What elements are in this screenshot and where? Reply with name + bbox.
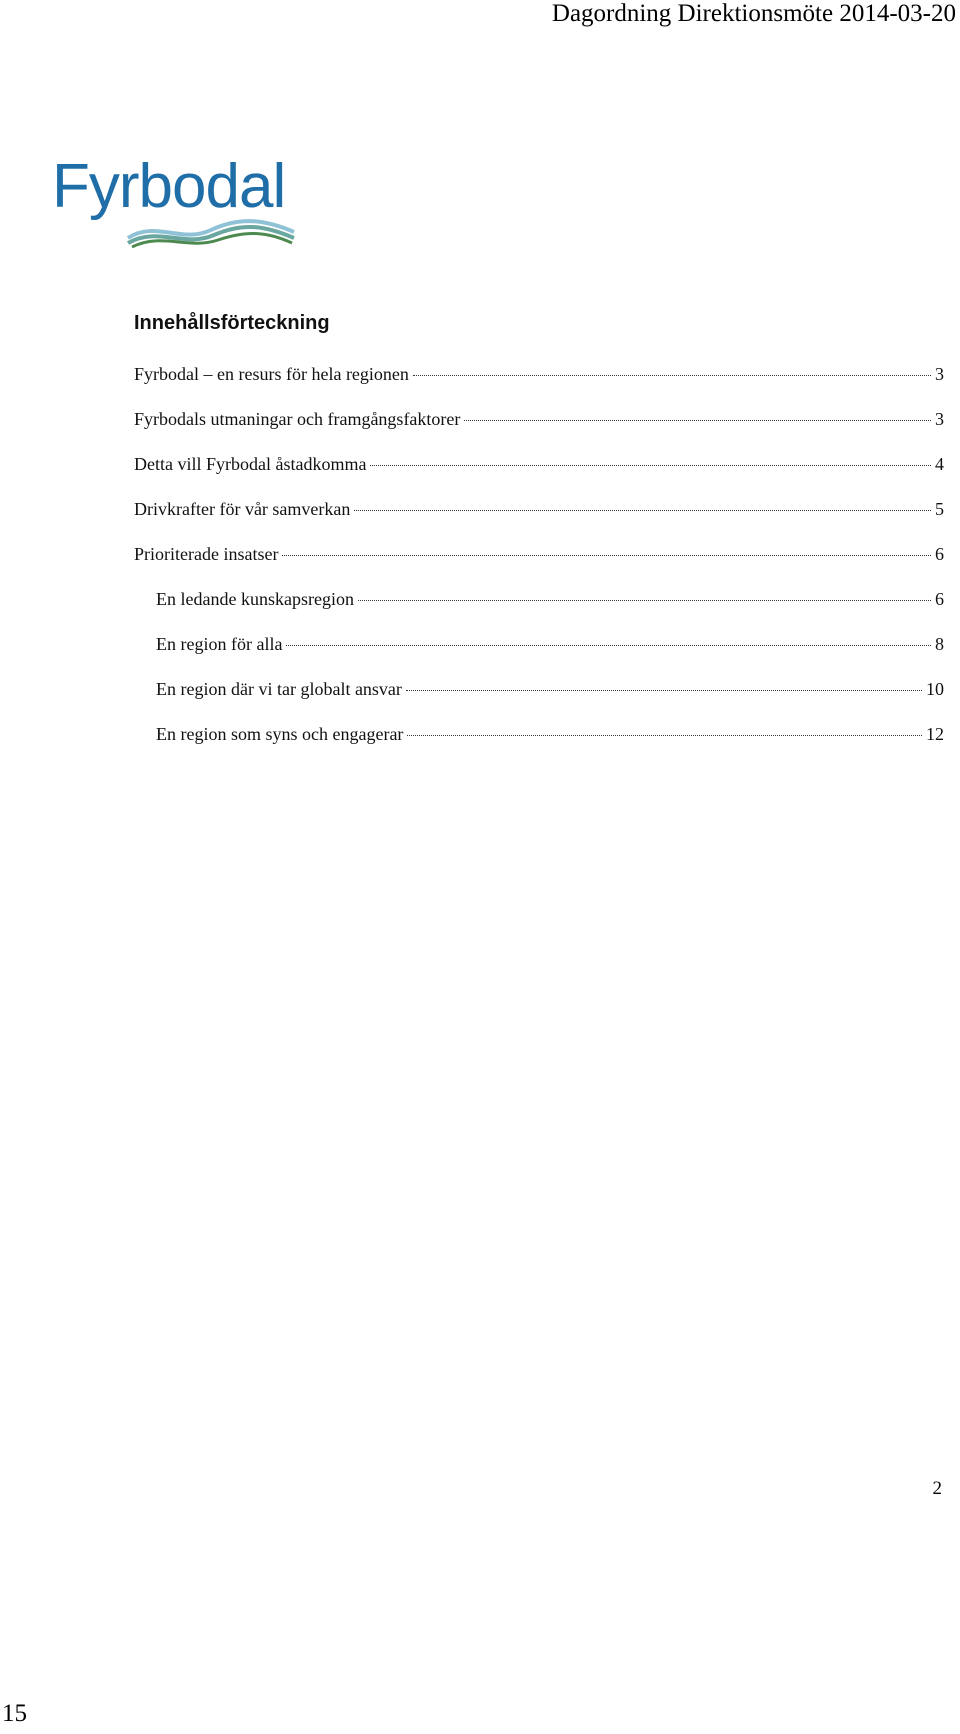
toc-entry[interactable] [134,364,944,409]
toc-entry-page: 4 [935,454,944,474]
toc-dot-leader [413,375,931,376]
table-of-contents [134,310,944,769]
toc-entry-page: 6 [935,589,944,609]
logo-waves-icon [126,214,296,248]
toc-subentry[interactable] [134,634,944,679]
toc-entry-label: Detta vill Fyrbodal åstadkomma [134,454,367,474]
toc-entry-page: 10 [926,679,944,699]
toc-heading: Innehållsförteckning [134,312,330,334]
toc-dot-leader [354,510,931,511]
toc-dot-leader [406,690,922,691]
toc-entry-page: 8 [935,634,944,654]
toc-entry-page: 5 [935,499,944,519]
inner-page-number: 2 [932,1478,942,1499]
toc-entry-label: En ledande kunskapsregion [156,589,354,609]
toc-dot-leader [282,555,931,556]
toc-dot-leader [464,420,931,421]
toc-entry-label: En region för alla [156,634,283,654]
toc-entry-label: En region där vi tar globalt ansvar [156,679,402,699]
toc-entry-page: 6 [935,544,944,564]
toc-entry-page: 12 [926,724,944,744]
toc-dot-leader [358,600,931,601]
toc-entry-label: Drivkrafter för vår samverkan [134,499,351,519]
toc-subentry[interactable] [134,589,944,634]
fyrbodal-logo [52,152,292,248]
document-header-title: Dagordning Direktionsmöte 2014-03-20 [551,0,956,27]
toc-entry[interactable] [134,499,944,544]
toc-entry-label: Fyrbodals utmaningar och framgångsfaktorer [134,409,461,429]
toc-entry-page: 3 [935,364,944,384]
toc-entry[interactable] [134,544,944,589]
toc-entry-page: 3 [935,409,944,429]
toc-entry-label: Prioriterade insatser [134,544,279,564]
toc-entry[interactable] [134,409,944,454]
toc-entry-label: En region som syns och engagerar [156,724,404,744]
toc-subentry[interactable] [134,724,944,769]
toc-dot-leader [370,465,931,466]
toc-entry[interactable] [134,454,944,499]
toc-dot-leader [407,735,922,736]
toc-dot-leader [286,645,931,646]
footer-page-number: 15 [2,1700,27,1727]
logo-wordmark: Fyrbodal [52,152,286,221]
toc-subentry[interactable] [134,679,944,724]
toc-list [134,364,944,769]
toc-entry-label: Fyrbodal – en resurs för hela regionen [134,364,409,384]
